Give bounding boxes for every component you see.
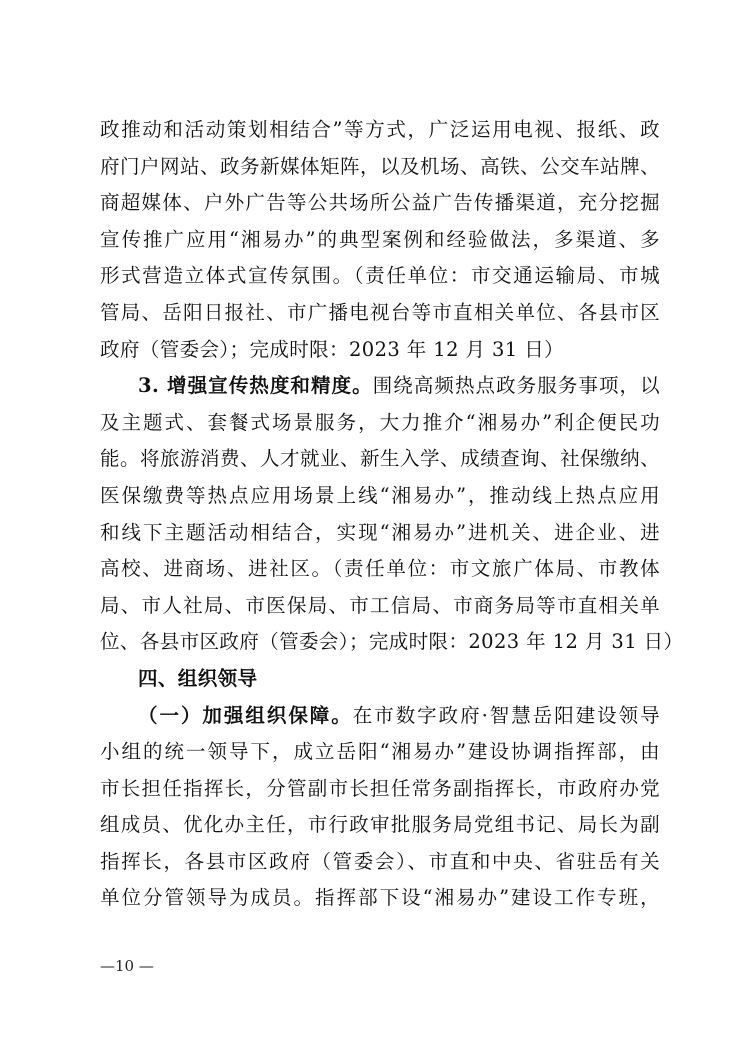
section-3-first-line: [100, 368, 660, 405]
section-heading: 四、组织领导: [138, 666, 258, 690]
text-line: 政推动和活动策划相结合”等方式，广泛运用电视、报纸、政: [100, 118, 660, 141]
subsection-1-first-text: 在市数字政府·智慧岳阳建设领导: [352, 703, 660, 727]
page-number: —10 —: [100, 957, 154, 975]
body-text: [100, 112, 684, 917]
text-line: 小组的统一领导下，成立岳阳“湘易办”建设协调指挥部，由: [100, 740, 660, 764]
subsection-1-title: （一）加强组织保障。: [138, 703, 353, 727]
text-line: 及主题式、套餐式场景服务，大力推介“湘易办”利企便民功: [100, 410, 660, 434]
section-3-title: 3. 增强宣传热度和精度。: [138, 374, 373, 398]
text-line: 宣传推广应用“湘易办”的典型案例和经验做法，多渠道、多: [100, 227, 660, 251]
text-line: 组成员、优化办主任，市行政审批服务局党组书记、局长为副: [100, 813, 660, 837]
text-line: 局、市人社局、市医保局、市工信局、市商务局等市直相关单: [100, 593, 660, 617]
text-line: 商超媒体、户外广告等公共场所公益广告传播渠道，充分挖掘: [100, 191, 660, 215]
text-line: 指挥长，各县市区政府（管委会）、市直和中央、省驻岳有关: [100, 849, 660, 873]
text-line: 府门户网站、政务新媒体矩阵，以及机场、高铁、公交车站牌、: [100, 154, 660, 178]
text-line: 单位分管领导为成员。指挥部下设“湘易办”建设工作专班，: [100, 886, 660, 910]
section-3-first-text: 围绕高频热点政务服务事项，以: [372, 374, 660, 398]
text-line: 位、各县市区政府（管委会）；完成时限：2023 年 12 月 31 日）: [100, 630, 684, 654]
subsection-1-first-line: [100, 698, 660, 735]
text-line: 高校、进商场、进社区。（责任单位：市文旅广体局、市教体: [100, 557, 660, 581]
text-line: 政府（管委会）；完成时限：2023 年 12 月 31 日）: [100, 337, 564, 361]
text-line: 和线下主题活动相结合，实现“湘易办”进机关、进企业、进: [100, 520, 660, 544]
text-line: 市长担任指挥长，分管副市长担任常务副指挥长，市政府办党: [100, 776, 660, 800]
text-line: 管局、岳阳日报社、市广播电视台等市直相关单位、各县市区: [100, 300, 660, 324]
text-line: 医保缴费等热点应用场景上线“湘易办”，推动线上热点应用: [100, 483, 660, 507]
text-line: 形式营造立体式宣传氛围。（责任单位：市交通运输局、市城: [100, 264, 660, 288]
text-line: 能。将旅游消费、人才就业、新生入学、成绩查询、社保缴纳、: [100, 447, 660, 471]
